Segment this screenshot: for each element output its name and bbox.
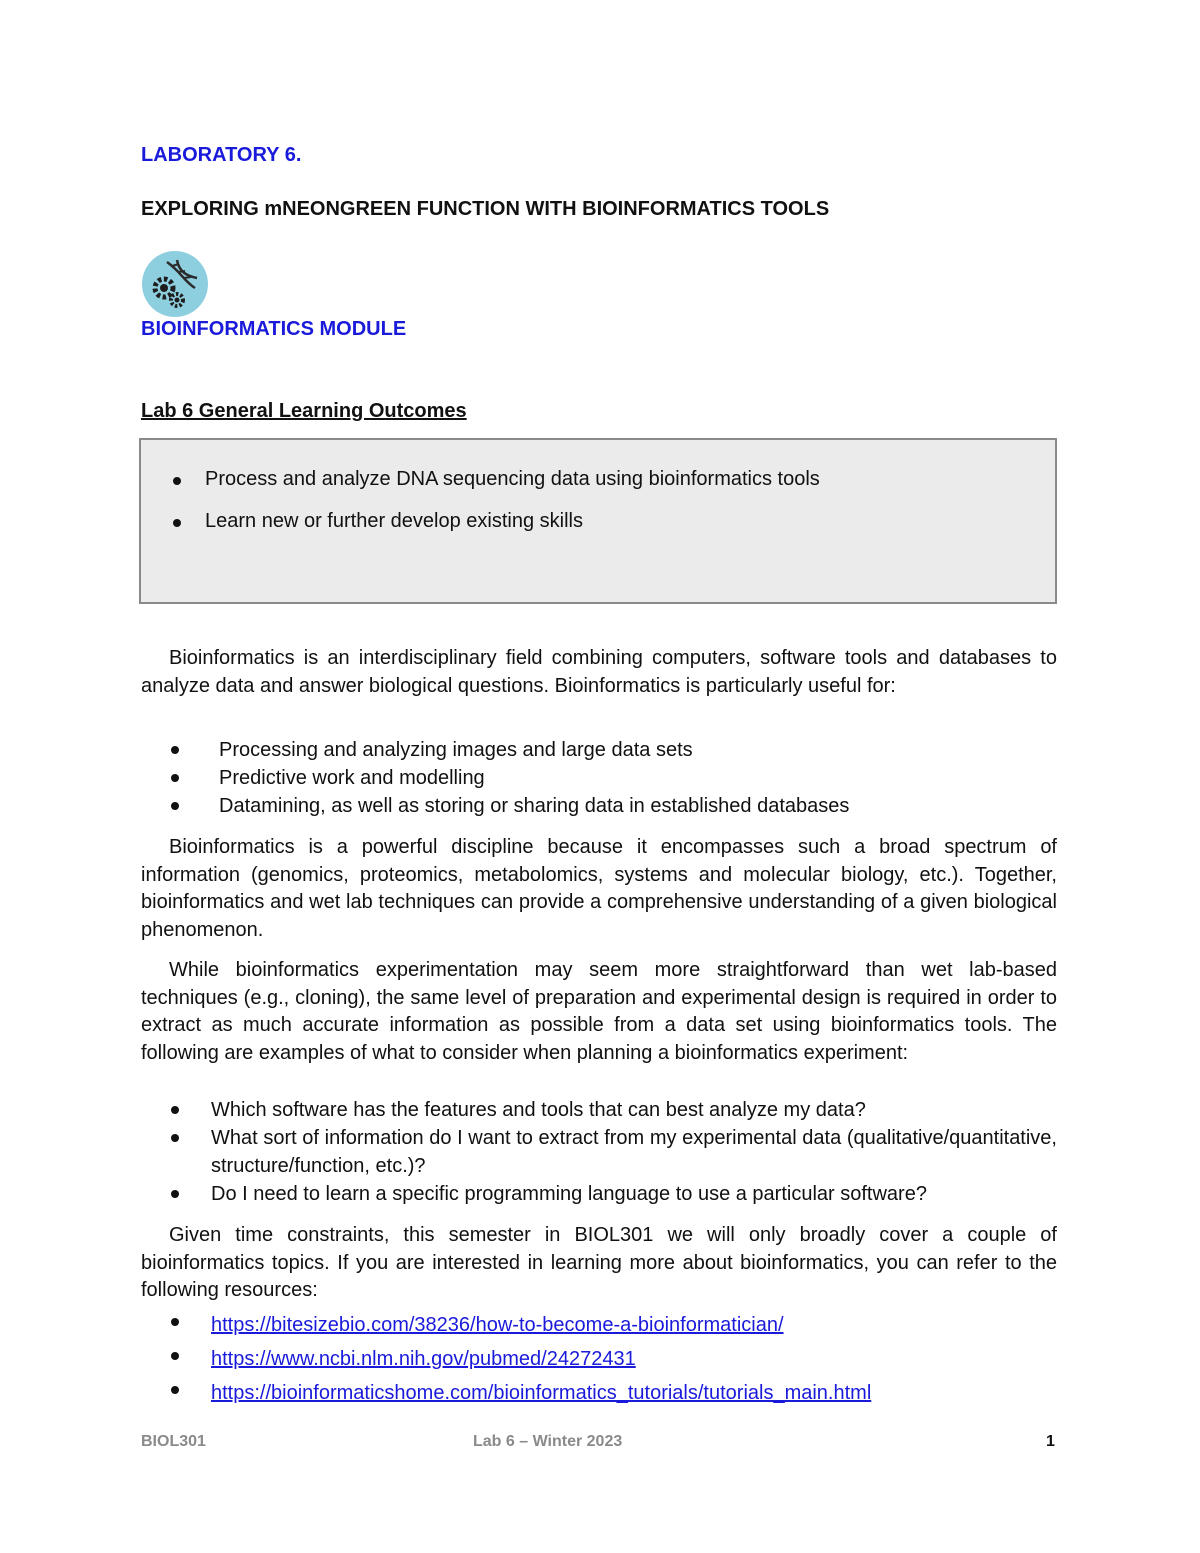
bullet-icon [171, 746, 179, 754]
bullet-icon [171, 1318, 179, 1326]
resource-link[interactable]: https://bioinformaticshome.com/bioinformatics_tutorials/tutorials_main.html [211, 1382, 872, 1404]
discipline-paragraph: Bioinformatics is a powerful discipline because it encompasses such a broad spectrum of information (genomics, proteomics, metabolomics, systems and molecular biology, etc.). Together, bioinformatics and wet lab techniques can provide a comprehensive understanding of a given biological phenomenon. [141, 836, 1057, 941]
module-title: BIOINFORMATICS MODULE [141, 318, 407, 340]
list-item-text: Do I need to learn a specific programming language to use a particular software? [211, 1183, 927, 1205]
outcome-item [169, 468, 820, 510]
lab-number-heading: LABORATORY 6. [141, 144, 302, 166]
dna-gears-icon [141, 250, 209, 318]
intro-paragraph: Bioinformatics is an interdisciplinary field combining computers, software tools and databases to analyze data and answer biological questions. Bioinformatics is particularly useful for: [141, 647, 1057, 697]
list-item-text: Datamining, as well as storing or sharing data in established databases [219, 795, 850, 817]
list-item [161, 792, 1057, 820]
bullet-icon [171, 1106, 179, 1114]
bullet-icon [171, 802, 179, 810]
resource-link[interactable]: https://www.ncbi.nlm.nih.gov/pubmed/24272431 [211, 1348, 636, 1370]
resources-list [161, 1308, 1057, 1410]
learning-outcomes-box [139, 438, 1057, 604]
footer-term: Lab 6 – Winter 2023 [473, 1433, 623, 1450]
list-item-text: What sort of information do I want to extract from my experimental data (qualitative/quantitative, structure/function, etc.)? [211, 1127, 1057, 1177]
resources-paragraph: Given time constraints, this semester in BIOL301 we will only broadly cover a couple of bioinformatics topics. If you are interested in learning more about bioinformatics, you can refer to the following resources: [141, 1224, 1057, 1301]
list-item-text: Which software has the features and tools that can best analyze my data? [211, 1099, 866, 1121]
list-item [161, 1096, 1057, 1124]
list-item-text: Predictive work and modelling [219, 767, 485, 789]
page-number: 1 [1046, 1433, 1055, 1450]
list-item [161, 1124, 1057, 1180]
bullet-icon [171, 1190, 179, 1198]
list-item [161, 1308, 1057, 1342]
list-item [161, 764, 1057, 792]
considerations-list [161, 1096, 1057, 1208]
resource-link[interactable]: https://bitesizebio.com/38236/how-to-become-a-bioinformatician/ [211, 1314, 784, 1336]
bullet-icon [171, 774, 179, 782]
bullet-icon [173, 519, 181, 527]
list-item [161, 1342, 1057, 1376]
experiment-paragraph: While bioinformatics experimentation may seem more straightforward than wet lab-based techniques (e.g., cloning), the same level of preparation and experimental design is required in order to extract as much accurate information as possible from a data set using bioinformatics tools. The following are examples of what to consider when planning a bioinformatics experiment: [141, 959, 1057, 1064]
outcomes-heading: Lab 6 General Learning Outcomes [141, 400, 467, 422]
footer-course: BIOL301 [141, 1433, 206, 1450]
list-item [161, 736, 1057, 764]
outcomes-list [169, 468, 820, 552]
outcome-text: Process and analyze DNA sequencing data using bioinformatics tools [205, 468, 820, 490]
lab-title: EXPLORING mNEONGREEN FUNCTION WITH BIOINFORMATICS TOOLS [141, 198, 830, 220]
outcome-item [169, 510, 820, 552]
bullet-icon [171, 1352, 179, 1360]
bullet-icon [171, 1386, 179, 1394]
uses-list [161, 736, 1057, 820]
list-item-text: Processing and analyzing images and large data sets [219, 739, 693, 761]
outcome-text: Learn new or further develop existing skills [205, 510, 583, 532]
bullet-icon [173, 477, 181, 485]
list-item [161, 1180, 1057, 1208]
list-item [161, 1376, 1057, 1410]
bullet-icon [171, 1134, 179, 1142]
